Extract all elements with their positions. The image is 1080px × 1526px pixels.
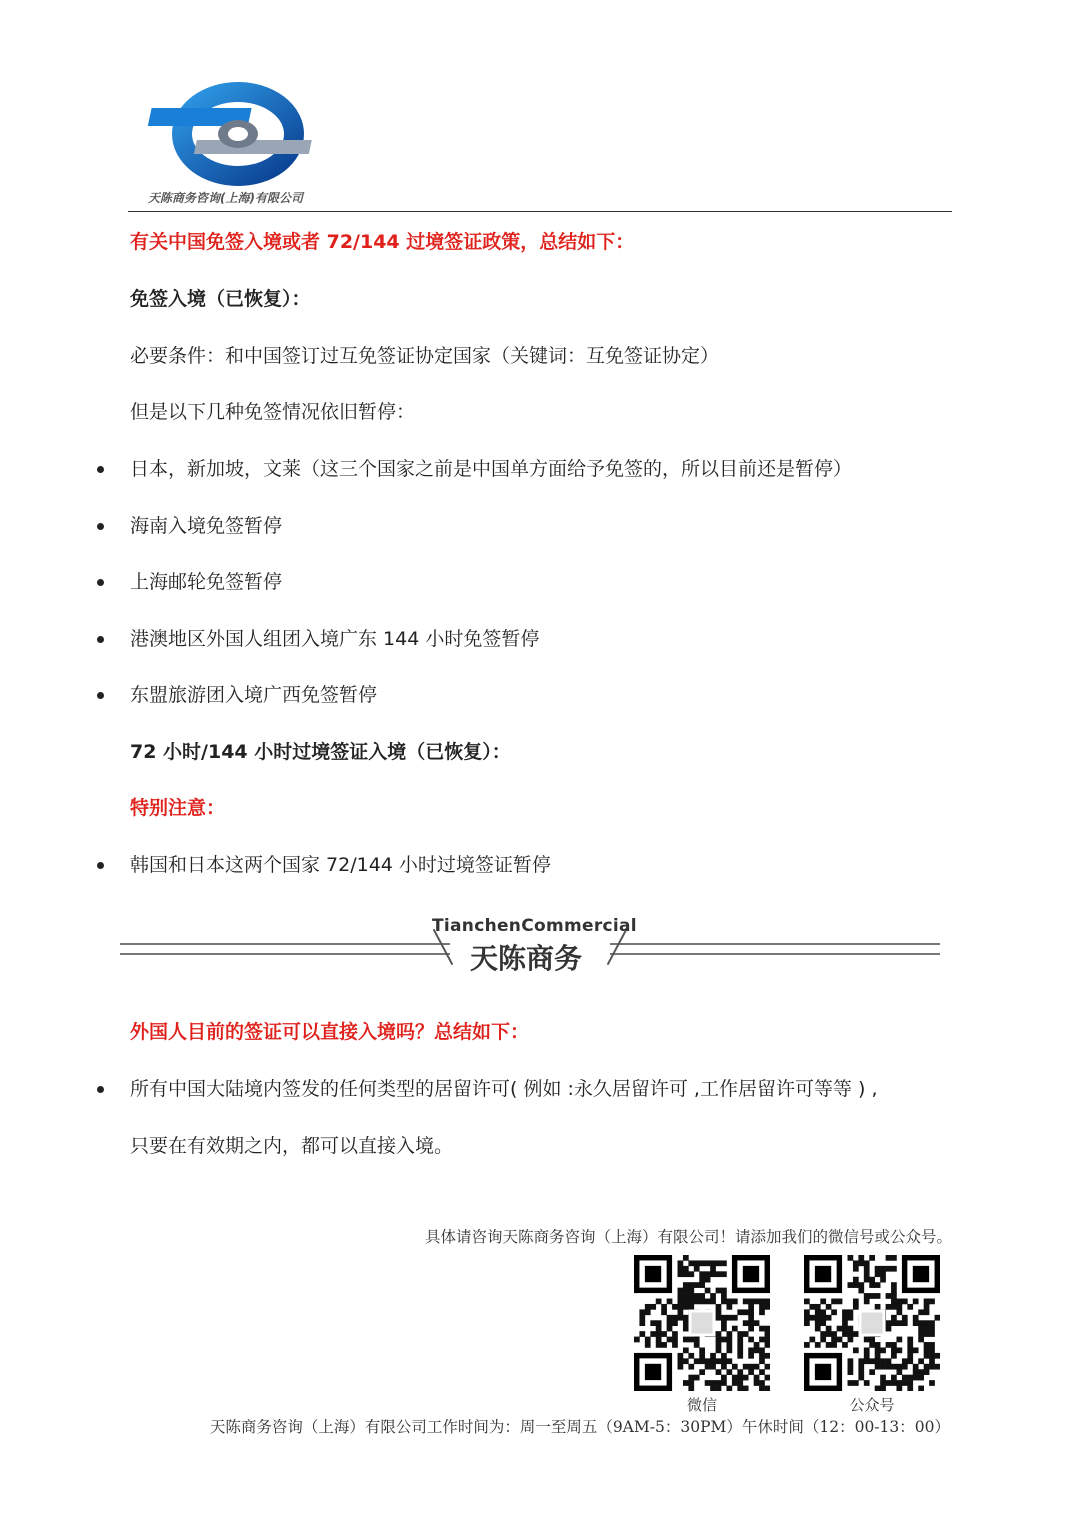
official-account-qr-code: [804, 1255, 940, 1391]
bullet-icon: [97, 466, 104, 473]
divider-line-right: [610, 943, 940, 955]
official-account-qr-label: 公众号: [849, 1396, 895, 1414]
section2-title: 外国人目前的签证可以直接入境吗？总结如下：: [130, 1021, 530, 1043]
bullet-icon: [97, 523, 104, 530]
special-note: 特别注意：: [130, 797, 226, 819]
bullet-icon: [97, 636, 104, 643]
divider-zh-text: 天陈商务: [470, 942, 583, 975]
list-item-continuation: 只要在有效期之内，都可以直接入境。: [130, 1135, 454, 1157]
list-item: 港澳地区外国人组团入境广东 144 小时免签暂停: [130, 628, 540, 650]
bullet-icon: [97, 862, 104, 869]
logo-lettering: 天陈商务咨询(上海)有限公司: [148, 191, 303, 205]
bullet-icon: [97, 692, 104, 699]
list-item: 上海邮轮免签暂停: [130, 571, 283, 593]
wechat-qr-code: [634, 1255, 770, 1391]
brand-divider: [120, 913, 940, 977]
list-item: 韩国和日本这两个国家 72/144 小时过境签证暂停: [130, 854, 551, 876]
bullet-icon: [97, 1086, 104, 1093]
list-item: 海南入境免签暂停: [130, 515, 283, 537]
list-item: 东盟旅游团入境广西免签暂停: [130, 684, 378, 706]
section1-title: 有关中国免签入境或者 72/144 过境签证政策，总结如下：: [130, 231, 635, 253]
list-item: 所有中国大陆境内签发的任何类型的居留许可( 例如 :永久居留许可 ,工作居留许可等等 ) ,: [130, 1078, 878, 1100]
company-logo: [140, 78, 340, 206]
wechat-qr-label: 微信: [686, 1396, 717, 1414]
transit-heading: 72 小时/144 小时过境签证入境（已恢复）：: [130, 741, 511, 763]
header-rule: [128, 211, 952, 212]
bullet-icon: [97, 579, 104, 586]
requirement-text: 必要条件：和中国签订过互免签证协定国家（关键词：互免签证协定）: [130, 345, 720, 367]
visa-free-heading: 免签入境（已恢复）：: [130, 288, 311, 310]
list-item: 日本，新加坡，文莱（这三个国家之前是中国单方面给予免签的，所以目前还是暂停）: [130, 458, 853, 480]
contact-note: 具体请咨询天陈商务咨询（上海）有限公司！请添加我们的微信号或公众号。: [424, 1228, 952, 1246]
divider-line-left: [120, 943, 450, 955]
divider-en-text: TianchenCommercial: [432, 916, 637, 936]
working-hours: 天陈商务咨询（上海）有限公司工作时间为：周一至周五（9AM-5：30PM）午休时间（12：00-13：00）: [209, 1418, 950, 1436]
suspended-intro: 但是以下几种免签情况依旧暂停：: [130, 401, 416, 423]
